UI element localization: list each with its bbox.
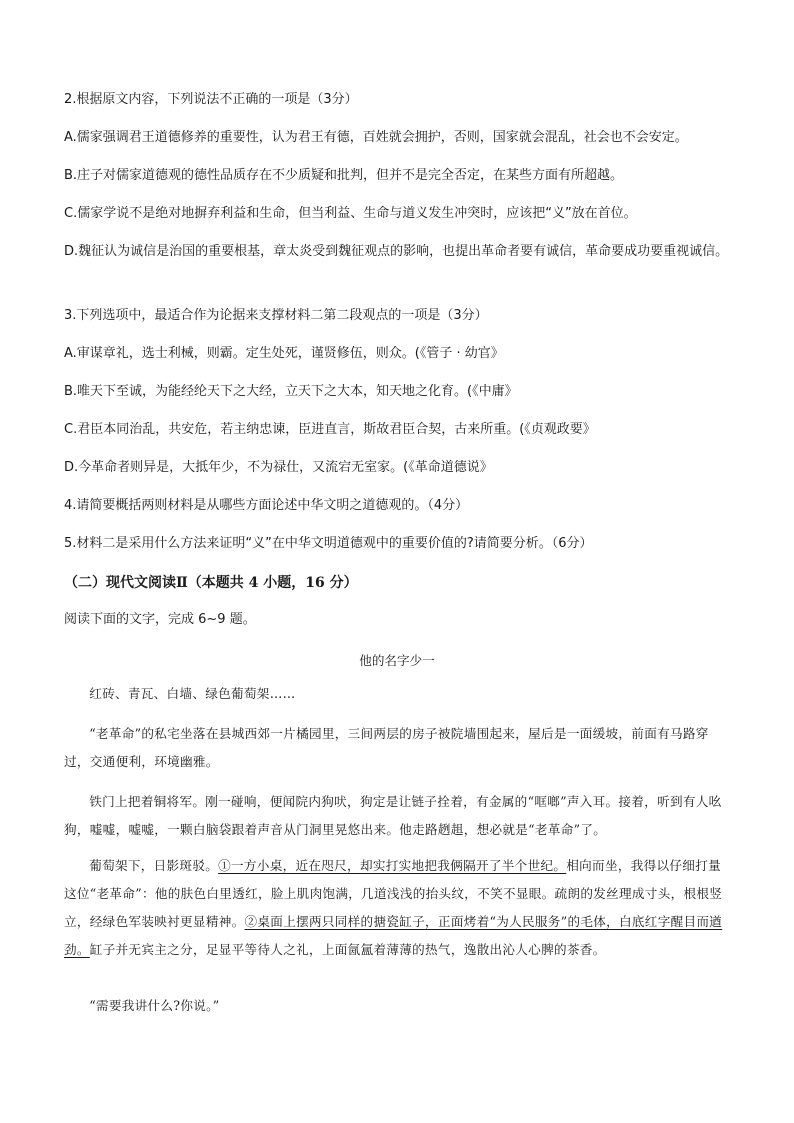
story-paragraph-3: 铁门上把着铜将军。刚一碰响，便闻院内狗吠，狗定是让链子拴着，有金属的“哐啷”声入耳。接着，听到有人吆狗，嘘嘘，嘘嘘，一颗白脑袋跟着声音从门洞里晃悠出来。他走路趔趄，想必就是“老革命”了。	[64, 794, 722, 837]
question-2-option-a: A.儒家强调君王道德修养的重要性，认为君王有德，百姓就会拥护，否则，国家就会混乱，社会也不会安定。	[64, 130, 688, 145]
underlined-sentence-2: ②桌面上摆两只同样的搪瓷缸子，正面烤着“为人民服务”的毛体，白底红字醒目而遒劲。	[64, 914, 723, 957]
story-paragraph-4-part-3: 缸子并无宾主之分，足显平等待人之礼，上面氤氲着薄薄的热气，逸散出沁人心脾的茶香。	[89, 942, 606, 957]
question-3-option-c: C.君臣本同治乱，共安危，若主纳忠谏，臣进直言，斯故君臣合契，古来所重。(《贞观政要》	[64, 422, 596, 437]
underlined-sentence-1: ①一方小桌，近在咫尺，却实打实地把我俩隔开了半个世纪。	[218, 858, 567, 873]
reading-instruction: 阅读下面的文字，完成 6~9 题。	[64, 612, 256, 627]
story-paragraph-4-part-2: 相向而坐，我得以仔细打量这位“老革命”：他的肤色白里透红，脸上肌肉饱满，几道浅浅的抬头纹，不笑不显眼。疏朗的发丝理成寸头，根根竖立，经绿色军装映衬更显精神。	[64, 858, 723, 929]
story-paragraph-4	[64, 852, 730, 964]
story-title: 他的名字少一	[359, 653, 435, 668]
story-paragraph-5: “需要我讲什么?你说。”	[89, 998, 220, 1013]
question-3-option-b: B.唯天下至诚，为能经纶天下之大经，立天下之大本，知天地之化育。(《中庸》	[64, 384, 518, 399]
question-5: 5.材料二是采用什么方法来证明“义”在中华文明道德观中的重要价值的?请简要分析。（6分）	[64, 536, 593, 551]
question-2-stem: 2.根据原文内容，下列说法不正确的一项是（3分）	[64, 92, 358, 107]
question-2-option-b: B.庄子对儒家道德观的德性品质存在不少质疑和批判，但并不是完全否定，在某些方面有所超越。	[64, 168, 624, 183]
story-paragraph-1: 红砖、青瓦、白墙、绿色葡萄架……	[89, 686, 296, 701]
question-4: 4.请简要概括两则材料是从哪些方面论述中华文明之道德观的。（4分）	[64, 498, 469, 513]
question-3-stem: 3.下列选项中，最适合作为论据来支撑材料二第二段观点的一项是（3分）	[64, 308, 488, 323]
question-2-option-c: C.儒家学说不是绝对地摒弃利益和生命，但当利益、生命与道义发生冲突时，应该把“义”放在首位。	[64, 206, 637, 221]
question-3-option-a: A.审谋章礼，选士利械，则霸。定生处死，谨贤修伍，则众。(《管子 · 幼官》	[64, 346, 504, 361]
question-3-option-d: D.今革命者则异是，大抵年少，不为禄仕，又流宕无室家。(《革命道德说》	[64, 460, 493, 475]
story-paragraph-4-part-1: 葡萄架下，日影斑驳。	[89, 858, 219, 873]
story-paragraph-2: “老革命”的私宅坐落在县城西郊一片橘园里，三间两层的房子被院墙围起来，屋后是一面缓坡，前面有马路穿过，交通便利，环境幽雅。	[64, 726, 709, 769]
section-heading-modern-reading-2: （二）现代文阅读Ⅱ（本题共 4 小题，16 分）	[64, 575, 358, 591]
question-2-option-d: D.魏征认为诚信是治国的重要根基，章太炎受到魏征观点的影响，也提出革命者要有诚信，革命要成功要重视诚信。	[64, 244, 729, 259]
